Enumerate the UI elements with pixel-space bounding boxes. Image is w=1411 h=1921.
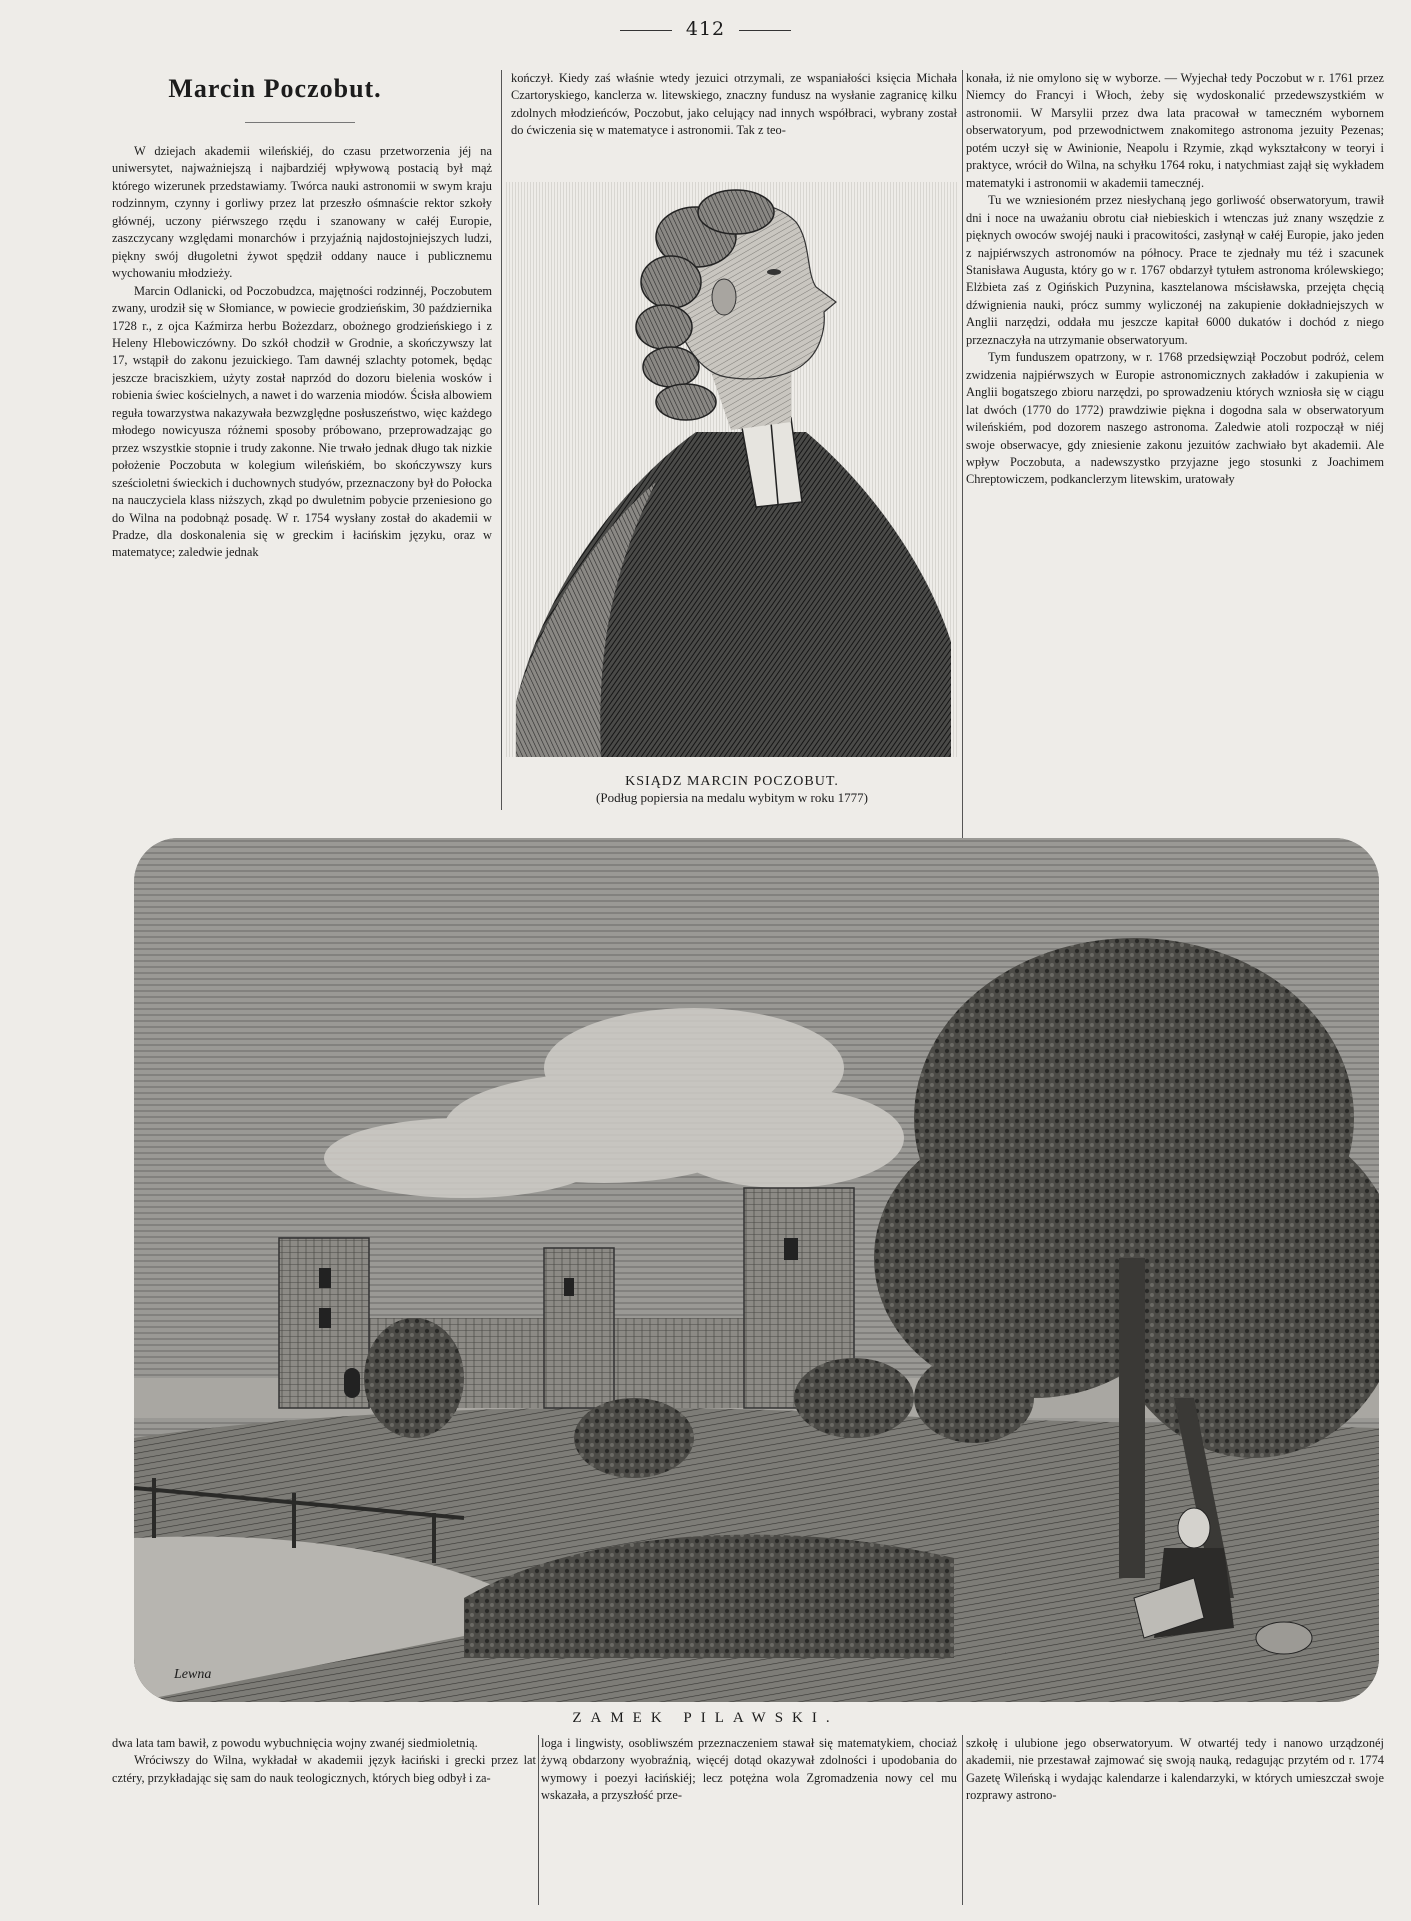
column-divider bbox=[962, 1735, 963, 1905]
portrait-illustration bbox=[506, 182, 958, 757]
text-column-bottom-left bbox=[112, 1735, 536, 1905]
column-divider bbox=[538, 1735, 539, 1905]
paragraph: szkołę i ulubione jego obserwatoryum. W otwartéj tedy i nanowo urządzonéj akademii, nie przestawał zajmować się swoją nauką, redagując przytém od r. 1774 Gazetę Wileńską i wydając kalendarze i kalendarzyki, w których umieszczał swoje rozprawy astrono- bbox=[966, 1736, 1384, 1803]
portrait-engraving bbox=[506, 182, 958, 757]
page-number-header bbox=[0, 18, 1411, 40]
article-title: Marcin Poczobut. bbox=[168, 74, 382, 103]
paragraph: Tu we wzniesioném przez niesłychaną jego gorliwość obserwatoryum, trawił dni i noce na uważaniu obrotu ciał niebieskich i wtenczas już znany wszędzie z pięknych owoców swojéj nauki i pracowitości, zasłynął w całéj Europie, jako jeden z najpiérwszych astronomów na północy. Prace te zjednały mu téż i szacunek Stanisława Augusta, który go w r. 1767 obdarzył tytułem astronoma królewskiego; Elżbieta zaś z Ogińskich Puzynina, kasztelanowa mścisławska, przejęta chęcią dźwignienia nauki, prócz summy wyliczonéj na zakupienie dokładniejszych w Anglii narzędzi, oddała mu jeszcze kapitał 6000 dukatów i dochód z niego przeznaczyła na utrzymanie obserwatoryum. bbox=[966, 193, 1384, 347]
paragraph: Wróciwszy do Wilna, wykładał w akademii język łaciński i grecki przez lat cztéry, przykładając się sam do nauk teologicznych, których bieg odbył i za- bbox=[112, 1753, 536, 1785]
castle-engraving bbox=[134, 838, 1379, 1702]
paragraph: kończył. Kiedy zaś właśnie wtedy jezuici otrzymali, ze wspaniałości księcia Michała Czartoryskiego, kanclerza w. litewskiego, znaczny fundusz na wysłanie zagranicę kilku zdolnych młodzieńców, Poczobut, jako celujący nad innych współbraci, wybrany został do ćwiczenia się w matematyce i astronomii. Tak z teo- bbox=[511, 71, 957, 138]
paragraph: loga i lingwisty, osobliwszém przeznaczeniem stawał się matematykiem, chociaż żywą obdarzony wyobraźnią, więcéj dotąd okazywał zdolności i upodobania do wymowy i poezyi łacińskiéj; lecz potężna wola Zgromadzenia nowy cel mu wskazała, a przyszłość prze- bbox=[541, 1736, 957, 1803]
paragraph: W dziejach akademii wileńskiéj, do czasu przetworzenia jéj na uniwersytet, najważniejszą i najbardziéj wpływową postacią był mąż którego wizerunek przedstawiamy. Twórca nauki astronomii w swym kraju rodzinnym, czynny i gorliwy przez lat przeszło ośmnaście rektor szkoły głównéj, uczony piérwszego rzędu i szanowany w całéj Europie, zaszczycany względami monarchów i przyjaźnią najdostojniejszych ludzi, piękny swój długoletni żywot spędził oddany nauce i publicznemu wychowaniu młodzieży. bbox=[112, 144, 492, 281]
portrait-caption-subtitle: (Podług popiersia na medalu wybitym w roku 1777) bbox=[596, 790, 868, 805]
title-divider bbox=[245, 122, 355, 123]
portrait-caption-title: KSIĄDZ MARCIN POCZOBUT. bbox=[625, 774, 839, 789]
text-column-middle bbox=[511, 70, 957, 182]
page-number-rule-left bbox=[620, 30, 672, 31]
artist-signature: Lewna bbox=[174, 1667, 212, 1682]
text-column-right bbox=[966, 70, 1384, 844]
portrait-caption bbox=[506, 774, 958, 806]
column-divider bbox=[501, 70, 502, 810]
castle-landscape-illustration bbox=[134, 838, 1379, 1702]
paragraph: Marcin Odlanicki, od Poczobudzca, majętności rodzinnéj, Poczobutem zwany, urodził się w Słomiance, w powiecie grodzieńskim, 30 października 1728 r., z ojca Kaźmirza herbu Bożezdarz, obożnego grodzieńskiego i z Heleny Hlebowiczówny. Do szkół chodził w Grodnie, a skończywszy lat 17, wstąpił do zakonu jezuickiego. Tam dawnéj szlachty potomek, będąc jeszcze braciszkiem, użyty został naprzód do dozoru bielenia wosków i robienia świec kościelnych, a nawet i do warzenia miodów. Ścisła albowiem reguła towarzystwa nakazywała bezwzględne posłuszeństwo, więc każdego młodego nowicyusza różnemi sposoby próbowano, przeprowadzając go przez wszystkie stopnie i trudy zakonne. Nie trwało jednak długo tak nizkie położenie Poczobuta w kolegium wileńskiém, bo skończywszy kurs sześcioletni świeckich i duchownych studyów, przeznaczony był do Połocka na nauczyciela klass niższych, zkąd po dwuletnim pobycie przeniesiono go do Wilna na podobnąż posadę. W r. 1754 wysłany został do akademii w Pradze, dla doskonalenia się w greckim i łacińskim języku, oraz w matematyce; zaledwie jednak bbox=[112, 283, 492, 560]
text-column-bottom-middle bbox=[541, 1735, 957, 1905]
column-divider bbox=[962, 70, 963, 845]
paragraph: Tym funduszem opatrzony, w r. 1768 przedsięwziął Poczobut podróż, celem zwidzenia najpiérwszych w Europie astronomicznych zakładów i zakupienia w Anglii bogatszego zbioru narzędzi, po sprowadzeniu których wzniosła się w ciągu lat dwóch (1770 do 1772) prawdziwie piękna i dogodna sala w obserwatoryum wileńskiém, pod dozorem naszego astronoma. Zaledwie atoli rozpoczął w niéj swoje obserwacye, gdy zniesienie zakonu jezuitów zachwiało byt akademii. Ale wpływ Poczobuta, a nadewszystko przyjazne jego stosunki z Joachimem Chreptowiczem, podkanclerzym litewskim, uratowały bbox=[966, 350, 1384, 487]
paragraph: dwa lata tam bawił, z powodu wybuchnięcia wojny zwanéj siedmioletnią. bbox=[112, 1736, 478, 1750]
text-column-left bbox=[112, 143, 492, 808]
page-number-rule-right bbox=[739, 30, 791, 31]
page-number: 412 bbox=[685, 18, 726, 40]
engraving-caption: ZAMEK PILAWSKI. bbox=[572, 1710, 839, 1726]
text-column-bottom-right bbox=[966, 1735, 1384, 1905]
paragraph: konała, iż nie omylono się w wyborze. — Wyjechał tedy Poczobut w r. 1761 przez Niemcy do Francyi i Włoch, żeby się wydoskonalić przedewszystkiém w astronomii. W Marsylii przez dwa lata pracował w tameczném wybornem obserwatoryum, pod przewodnictwem znakomitego astronoma jezuity Pezenas; potém uczył się w Awinionie, Neapolu i Rzymie, zkąd wykształcony w teoryi i praktyce, wrócił do Wilna, na schyłku 1764 roku, i natychmiast zajął się wykładem matematyki i astronomii w akademii tamecznéj. bbox=[966, 71, 1384, 190]
castle-tower-middle bbox=[544, 1248, 614, 1408]
